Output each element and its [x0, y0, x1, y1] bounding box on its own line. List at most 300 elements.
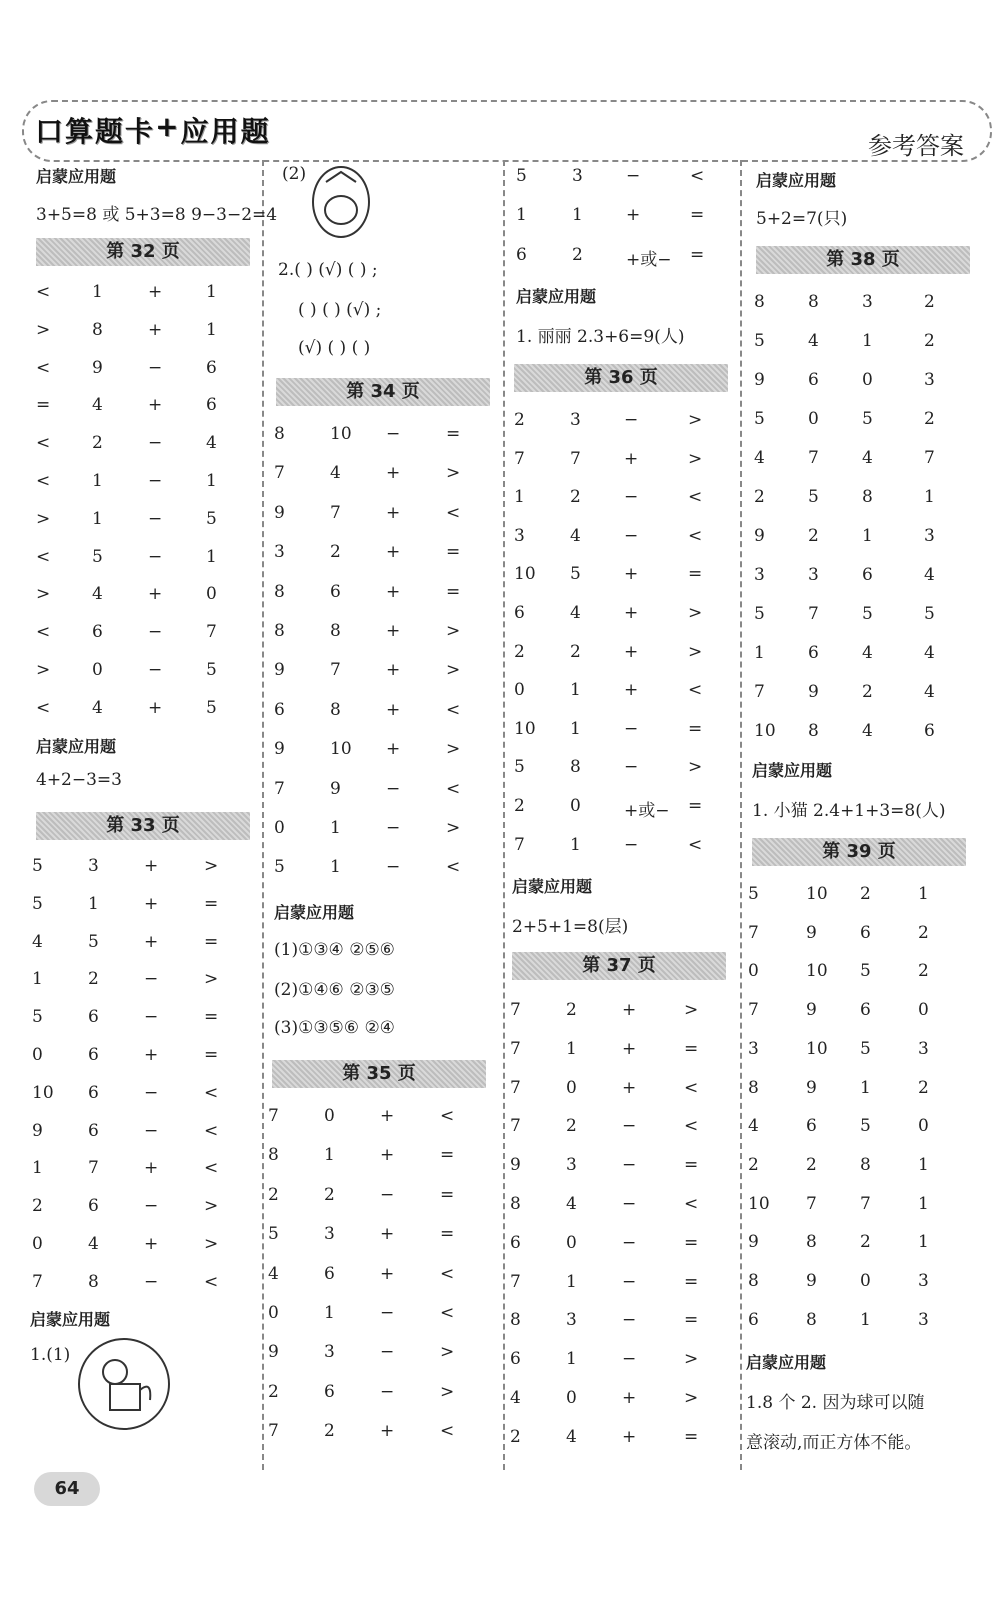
- answer-cell: =: [446, 542, 461, 563]
- answer-cell: −: [148, 471, 163, 491]
- answer-cell: −: [380, 1381, 395, 1402]
- answer-cell: 6: [510, 1232, 521, 1253]
- answer-cell: 2: [924, 292, 935, 312]
- answer-cell: <: [688, 525, 703, 546]
- answer-cell: 9: [754, 370, 765, 390]
- answer-cell: 1: [92, 282, 103, 302]
- answer-cell: 6: [924, 721, 935, 741]
- answer-cell: =: [684, 1155, 699, 1176]
- answer-cell: 8: [570, 757, 581, 778]
- answer-cell: 0: [918, 1116, 929, 1137]
- answer-cell: 6: [862, 565, 873, 585]
- answer-cell: 2: [514, 641, 525, 662]
- answer-cell: 4: [92, 697, 103, 718]
- section-label: 启蒙应用题: [274, 903, 355, 922]
- answer-cell: 0: [514, 680, 525, 701]
- answer-cell: 4: [862, 643, 873, 663]
- answer-cell: 1: [570, 718, 581, 739]
- answer-cell: =: [684, 1426, 699, 1447]
- answer-cell: 5: [570, 564, 581, 585]
- answer-cell: 3: [862, 292, 873, 312]
- column-divider: [503, 160, 505, 1470]
- answer-cell: 2: [566, 1000, 577, 1020]
- answer-cell: <: [688, 487, 703, 508]
- answer-cell: −: [148, 357, 163, 378]
- answer-cell: 8: [808, 292, 819, 312]
- answer-cell: 5: [862, 409, 873, 429]
- section-label: 启蒙应用题: [36, 167, 117, 186]
- answer-cell: 1: [918, 1232, 929, 1253]
- answer-cell: <: [684, 1116, 699, 1137]
- answer-cell: −: [622, 1349, 637, 1370]
- answer-cell: >: [688, 757, 703, 778]
- answer-cell: 7: [330, 502, 341, 523]
- answer-cell: 4: [92, 395, 103, 416]
- answer-cell: −: [148, 622, 163, 643]
- answer-cell: 9: [806, 1000, 817, 1021]
- answer-cell: >: [446, 739, 461, 760]
- answer-cell: 10: [330, 739, 352, 760]
- answer-cell: 4: [510, 1388, 521, 1408]
- answer-cell: 8: [92, 319, 103, 340]
- answer-cell: 1: [862, 526, 873, 546]
- answer-cell: 3: [566, 1310, 577, 1331]
- answer-cell: >: [684, 1388, 699, 1408]
- answer-cell: 1: [92, 508, 103, 529]
- answer-cell: >: [440, 1381, 455, 1402]
- answer-cell: +: [386, 739, 401, 760]
- answer-cell: 10: [32, 1082, 54, 1103]
- answer-cell: +: [624, 448, 639, 469]
- answer-cell: 7: [510, 1000, 521, 1020]
- answer-cell: +: [622, 1038, 637, 1059]
- answer-cell: <: [446, 778, 461, 799]
- answer-cell: 4: [88, 1234, 99, 1254]
- answer-cell: <: [36, 622, 51, 643]
- answer-cell: 8: [748, 1271, 759, 1291]
- answer-cell: 5: [860, 1116, 871, 1137]
- answer-cell: =: [440, 1145, 455, 1166]
- answer-cell: −: [386, 818, 401, 838]
- answer-cell: −: [624, 525, 639, 546]
- answer-cell: =: [688, 564, 703, 585]
- answer-cell: 5: [32, 1007, 43, 1028]
- answer-cell: 0: [860, 1271, 871, 1291]
- answer-cell: 7: [806, 1193, 817, 1214]
- answer-cell: −: [148, 433, 163, 454]
- answer-cell: 2: [92, 433, 103, 454]
- answer-cell: 1: [918, 1193, 929, 1214]
- answer-cell: 2: [924, 409, 935, 429]
- answer-cell: 2: [918, 961, 929, 982]
- page-heading-39: 第 39 页: [752, 838, 966, 866]
- answer-cell: 3: [324, 1224, 335, 1245]
- answer-cell: 1: [206, 546, 217, 567]
- answer-cell: 10: [514, 564, 536, 585]
- answer-cell: 2: [572, 244, 583, 265]
- answer-cell: 1: [206, 471, 217, 491]
- answer-cell: 2: [514, 410, 525, 430]
- answer-cell: =: [204, 893, 219, 914]
- answer-line: 意滚动,而正方体不能。: [746, 1433, 922, 1453]
- answer-cell: −: [622, 1271, 637, 1292]
- question-label: (2): [282, 164, 307, 184]
- page-number: 64: [34, 1472, 100, 1506]
- answer-cell: +: [148, 697, 163, 718]
- answer-cell: 4: [570, 603, 581, 623]
- answer-cell: 7: [274, 778, 285, 799]
- answer-cell: 9: [274, 660, 285, 681]
- answer-cell: −: [624, 718, 639, 739]
- answer-cell: 1: [206, 319, 217, 340]
- answer-cell: +或−: [624, 801, 670, 821]
- answer-cell: +: [380, 1421, 395, 1442]
- brand-char: 题: [95, 115, 124, 148]
- answer-cell: 5: [206, 660, 217, 680]
- answer-cell: −: [626, 166, 641, 186]
- answer-cell: =: [204, 1007, 219, 1028]
- answer-cell: <: [36, 282, 51, 302]
- answer-cell: 4: [32, 931, 43, 952]
- answer-cell: 6: [92, 622, 103, 643]
- answer-cell: 5: [754, 409, 765, 429]
- answer-cell: 2: [88, 969, 99, 990]
- answer-cell: 8: [274, 424, 285, 444]
- answer-cell: +或−: [626, 249, 672, 270]
- answer-cell: 10: [748, 1193, 770, 1214]
- answer-cell: 3: [918, 1271, 929, 1291]
- answer-cell: 0: [918, 1000, 929, 1021]
- answer-cell: >: [36, 508, 51, 529]
- answer-cell: =: [440, 1224, 455, 1245]
- answer-cell: 9: [268, 1342, 279, 1363]
- answer-cell: 1: [514, 487, 525, 508]
- answer-cell: 6: [516, 244, 527, 265]
- dog-picture-icon: [78, 1338, 170, 1430]
- answer-cell: 1: [330, 818, 341, 838]
- answer-cell: >: [204, 856, 219, 876]
- answer-cell: 7: [268, 1106, 279, 1126]
- answer-cell: 7: [860, 1193, 871, 1214]
- answer-cell: 5: [754, 604, 765, 624]
- answer-cell: 6: [860, 922, 871, 943]
- answer-cell: 3: [918, 1038, 929, 1059]
- answer-cell: 10: [514, 718, 536, 739]
- answer-cell: +: [144, 931, 159, 952]
- answer-cell: 8: [510, 1310, 521, 1331]
- page-heading-32: 第 32 页: [36, 238, 250, 266]
- answer-cell: 4: [924, 565, 935, 585]
- answer-cell: −: [624, 410, 639, 430]
- answer-cell: 0: [570, 796, 581, 816]
- answer-cell: 4: [330, 463, 341, 484]
- answer-cell: −: [148, 660, 163, 680]
- answer-cell: 3: [748, 1038, 759, 1059]
- answer-cell: 2: [514, 796, 525, 816]
- answer-cell: −: [144, 1271, 159, 1292]
- answer-cell: 6: [808, 643, 819, 663]
- column-divider: [740, 160, 742, 1470]
- answer-cell: 2: [748, 1154, 759, 1175]
- answer-cell: 1: [924, 487, 935, 507]
- answer-cell: 0: [274, 818, 285, 838]
- answer-cell: 9: [808, 682, 819, 702]
- answer-cell: 9: [92, 357, 103, 378]
- answer-cell: 2: [324, 1184, 335, 1205]
- answer-cell: 10: [754, 721, 776, 741]
- answer-cell: −: [624, 834, 639, 855]
- section-label: 启蒙应用题: [30, 1310, 111, 1329]
- answer-cell: <: [690, 166, 705, 186]
- answer-cell: 1: [92, 471, 103, 491]
- answer-cell: 1: [570, 834, 581, 855]
- answer-cell: <: [688, 680, 703, 701]
- answer-cell: 7: [510, 1116, 521, 1137]
- answer-cell: +: [380, 1145, 395, 1166]
- answer-cell: 5: [516, 166, 527, 186]
- brand-char: 应: [180, 115, 209, 148]
- answer-cell: 4: [808, 331, 819, 351]
- answer-cell: 2: [330, 542, 341, 563]
- answer-cell: 3: [572, 166, 583, 186]
- answer-cell: 5: [808, 487, 819, 507]
- answer-cell: +: [144, 1234, 159, 1254]
- answer-cell: 0: [32, 1045, 43, 1065]
- answer-cell: 8: [754, 292, 765, 312]
- answer-cell: 7: [88, 1158, 99, 1179]
- answer-cell: 8: [806, 1232, 817, 1253]
- answer-cell: <: [36, 697, 51, 718]
- answer-cell: 8: [862, 487, 873, 507]
- answer-cell: +: [386, 699, 401, 720]
- answer-cell: +: [622, 1388, 637, 1408]
- answer-cell: 8: [806, 1309, 817, 1330]
- brand-char: 卡: [125, 115, 154, 148]
- answer-cell: =: [204, 1045, 219, 1065]
- answer-cell: <: [36, 471, 51, 491]
- answer-cell: −: [622, 1155, 637, 1176]
- check-line: ( ) ( ) (√) ;: [298, 300, 382, 320]
- answer-cell: 10: [806, 1038, 828, 1059]
- answer-line: (3)①③⑤⑥ ②④: [274, 1018, 395, 1038]
- answer-cell: 8: [748, 1077, 759, 1098]
- answer-cell: 9: [330, 778, 341, 799]
- answer-cell: 9: [274, 502, 285, 523]
- answer-line: 5+2=7(只): [756, 209, 848, 229]
- answer-cell: 6: [330, 581, 341, 602]
- answer-cell: +: [622, 1000, 637, 1020]
- answer-cell: <: [688, 834, 703, 855]
- brand-char: 用: [210, 115, 239, 148]
- answer-cell: 9: [32, 1120, 43, 1141]
- answer-cell: 3: [566, 1155, 577, 1176]
- answer-cell: 0: [268, 1303, 279, 1323]
- answer-cell: 0: [206, 584, 217, 605]
- answer-cell: 5: [206, 697, 217, 718]
- answer-cell: 3: [924, 370, 935, 390]
- answer-cell: −: [622, 1116, 637, 1137]
- answer-cell: +: [626, 205, 641, 226]
- answer-cell: >: [36, 584, 51, 605]
- answer-cell: +: [144, 1045, 159, 1065]
- answer-cell: <: [36, 433, 51, 454]
- answer-cell: 8: [860, 1154, 871, 1175]
- answer-line: 1.(1): [30, 1345, 71, 1365]
- answer-cell: +: [380, 1224, 395, 1245]
- answer-cell: >: [688, 410, 703, 430]
- page-heading-34: 第 34 页: [276, 378, 490, 406]
- answer-cell: +: [144, 893, 159, 914]
- answer-cell: 6: [206, 395, 217, 416]
- answer-cell: +: [144, 856, 159, 876]
- answer-cell: 1: [516, 205, 527, 226]
- answer-cell: −: [144, 969, 159, 990]
- answer-cell: 4: [862, 448, 873, 468]
- answer-cell: 7: [510, 1077, 521, 1098]
- page-heading-38: 第 38 页: [756, 246, 970, 274]
- answer-cell: 9: [806, 1077, 817, 1098]
- answer-cell: 3: [570, 410, 581, 430]
- answer-cell: =: [690, 244, 705, 265]
- answer-cell: 9: [806, 922, 817, 943]
- answer-line: 1. 小猫 2.4+1+3=8(人): [752, 801, 946, 821]
- answer-cell: 1: [566, 1038, 577, 1059]
- answer-cell: −: [380, 1342, 395, 1363]
- answer-cell: 5: [924, 604, 935, 624]
- answer-cell: 9: [754, 526, 765, 546]
- answer-cell: 0: [324, 1106, 335, 1126]
- answer-cell: =: [684, 1232, 699, 1253]
- check-line: (√) ( ) ( ): [298, 338, 371, 358]
- answer-cell: 2: [860, 1232, 871, 1253]
- answer-cell: 5: [748, 884, 759, 904]
- answer-cell: 1: [860, 1309, 871, 1330]
- answer-cell: <: [440, 1303, 455, 1323]
- answer-cell: =: [446, 581, 461, 602]
- answer-cell: +: [148, 584, 163, 605]
- answer-cell: −: [144, 1196, 159, 1217]
- answer-cell: 3: [924, 526, 935, 546]
- answer-cell: 8: [268, 1145, 279, 1166]
- answer-cell: 2: [918, 1077, 929, 1098]
- answer-cell: 6: [88, 1120, 99, 1141]
- answer-cell: >: [36, 660, 51, 680]
- section-label: 启蒙应用题: [752, 761, 833, 780]
- answer-cell: 7: [510, 1271, 521, 1292]
- answer-cell: 2: [808, 526, 819, 546]
- answer-cell: 6: [88, 1082, 99, 1103]
- answer-cell: 3: [88, 856, 99, 876]
- answer-cell: 3: [918, 1309, 929, 1330]
- answer-cell: −: [624, 487, 639, 508]
- answer-cell: 6: [88, 1196, 99, 1217]
- answer-cell: +: [148, 395, 163, 416]
- check-line: 2.( ) (√) ( ) ;: [278, 260, 378, 280]
- brand-char: 口: [35, 115, 64, 148]
- answer-cell: +: [624, 680, 639, 701]
- answer-cell: −: [622, 1310, 637, 1331]
- answer-cell: 2: [268, 1381, 279, 1402]
- answer-cell: 6: [274, 699, 285, 720]
- answer-cell: 0: [566, 1232, 577, 1253]
- answer-cell: 4: [924, 682, 935, 702]
- answer-cell: 5: [206, 508, 217, 529]
- answer-cell: 1: [324, 1303, 335, 1323]
- answer-cell: 7: [808, 604, 819, 624]
- answer-cell: 2: [570, 487, 581, 508]
- answer-cell: =: [688, 718, 703, 739]
- answer-cell: 4: [924, 643, 935, 663]
- answer-cell: +: [386, 581, 401, 602]
- section-label: 启蒙应用题: [746, 1353, 827, 1372]
- answer-cell: <: [446, 502, 461, 523]
- answer-cell: 1: [754, 643, 765, 663]
- answer-cell: =: [690, 205, 705, 226]
- answer-cell: 2: [566, 1116, 577, 1137]
- page-heading-33: 第 33 页: [36, 812, 250, 840]
- answer-cell: <: [684, 1077, 699, 1098]
- answer-cell: >: [440, 1342, 455, 1363]
- answer-cell: 4: [862, 721, 873, 741]
- brand-char: 题: [240, 115, 269, 148]
- page-heading-37: 第 37 页: [512, 952, 726, 980]
- answer-cell: 6: [808, 370, 819, 390]
- answer-cell: =: [684, 1310, 699, 1331]
- answer-cell: 7: [808, 448, 819, 468]
- answer-cell: 1: [918, 1154, 929, 1175]
- page-heading-35: 第 35 页: [272, 1060, 486, 1088]
- answer-cell: 0: [566, 1077, 577, 1098]
- answer-cell: 6: [324, 1263, 335, 1284]
- answer-title: 参考答案: [868, 132, 964, 160]
- answer-cell: 2: [32, 1196, 43, 1217]
- answer-cell: 4: [566, 1194, 577, 1214]
- answer-cell: <: [36, 546, 51, 567]
- answer-cell: +: [386, 660, 401, 681]
- answer-cell: 4: [748, 1116, 759, 1137]
- answer-cell: >: [204, 969, 219, 990]
- answer-cell: 1: [206, 282, 217, 302]
- answer-cell: 2: [570, 641, 581, 662]
- answer-cell: 1: [32, 969, 43, 990]
- answer-cell: 6: [324, 1381, 335, 1402]
- answer-cell: −: [624, 757, 639, 778]
- answer-cell: 1: [32, 1158, 43, 1179]
- answer-cell: 7: [510, 1038, 521, 1059]
- answer-cell: 0: [808, 409, 819, 429]
- answer-cell: 3: [808, 565, 819, 585]
- answer-cell: 3: [274, 542, 285, 563]
- answer-cell: 5: [860, 1038, 871, 1059]
- answer-cell: 5: [514, 757, 525, 778]
- answer-cell: >: [688, 603, 703, 623]
- answer-cell: =: [36, 395, 51, 416]
- answer-cell: 8: [88, 1271, 99, 1292]
- answer-cell: =: [684, 1038, 699, 1059]
- answer-cell: <: [684, 1194, 699, 1214]
- answer-cell: 8: [330, 621, 341, 641]
- answer-cell: <: [440, 1106, 455, 1126]
- answer-cell: 2: [918, 922, 929, 943]
- answer-cell: 5: [754, 331, 765, 351]
- answer-cell: 3: [514, 525, 525, 546]
- answer-cell: 6: [748, 1309, 759, 1330]
- answer-cell: +: [386, 502, 401, 523]
- answer-cell: 5: [32, 856, 43, 876]
- answer-cell: 2: [510, 1426, 521, 1447]
- answer-cell: 9: [806, 1271, 817, 1291]
- answer-cell: +: [622, 1077, 637, 1098]
